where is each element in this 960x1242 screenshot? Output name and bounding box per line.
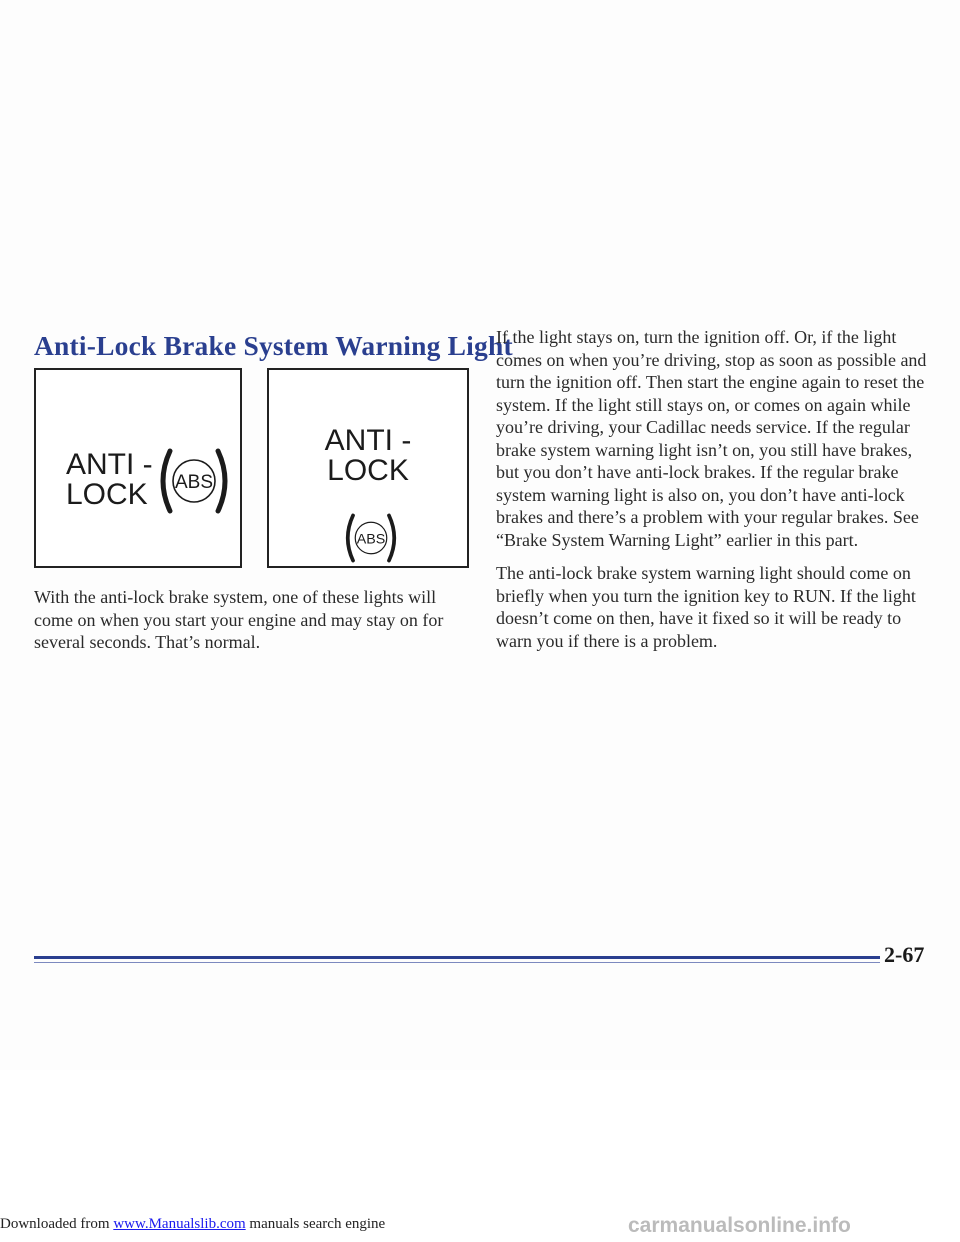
label-line-anti: ANTI - [66,448,153,481]
footer-rule-thin [34,962,880,963]
abs-symbol-text: ABS [356,531,386,548]
warning-light-horizontal [34,368,242,568]
watermark: carmanualsonline.info [628,1214,851,1237]
abs-symbol-icon [341,510,401,566]
bulb-check-paragraph: The anti-lock brake system warning light should come on briefly when you turn the ignition key to RUN. If the light doesn’t come on then, have it fixed so it will be ready to warn you if there is a problem. [496,563,916,651]
label-line-anti: ANTI - [324,424,412,457]
warning-light-label [66,450,153,510]
label-line-lock: LOCK [327,454,409,487]
section-heading: Anti-Lock Brake System Warning Light [34,330,513,361]
warning-light-stacked [267,368,469,568]
abs-symbol-icon [154,446,234,516]
warning-light-label [269,426,467,486]
page-number: 2-67 [884,942,925,967]
footer-suffix: manuals search engine [245,1216,386,1232]
manualslib-link[interactable]: www.Manualslib.com [113,1216,246,1232]
footer-rule [34,956,880,959]
footer-prefix: Downloaded from [0,1216,114,1232]
abs-symbol-text: ABS [174,472,214,493]
label-line-lock: LOCK [66,478,148,511]
light-stays-on-paragraph: If the light stays on, turn the ignition off. Or, if the light comes on when you’re driving, stop as soon as possible and turn the ignition off. Then start the engine again to reset the system. If the light still stays on, or comes on again while you’re driving, your Cadillac needs service. If the regular brake system warning light isn’t on, you still have brakes, but you don’t have anti-lock brakes. If the regular brake system warning light is also on, you don’t have anti-lock brakes and there’s a problem with your regular brakes. See “Brake System Warning Light” earlier in this part. [496,327,927,550]
download-footer [0,1216,385,1233]
intro-paragraph: With the anti-lock brake system, one of these lights will come on when you start your engine and may stay on for several seconds. That’s normal. [34,587,444,652]
